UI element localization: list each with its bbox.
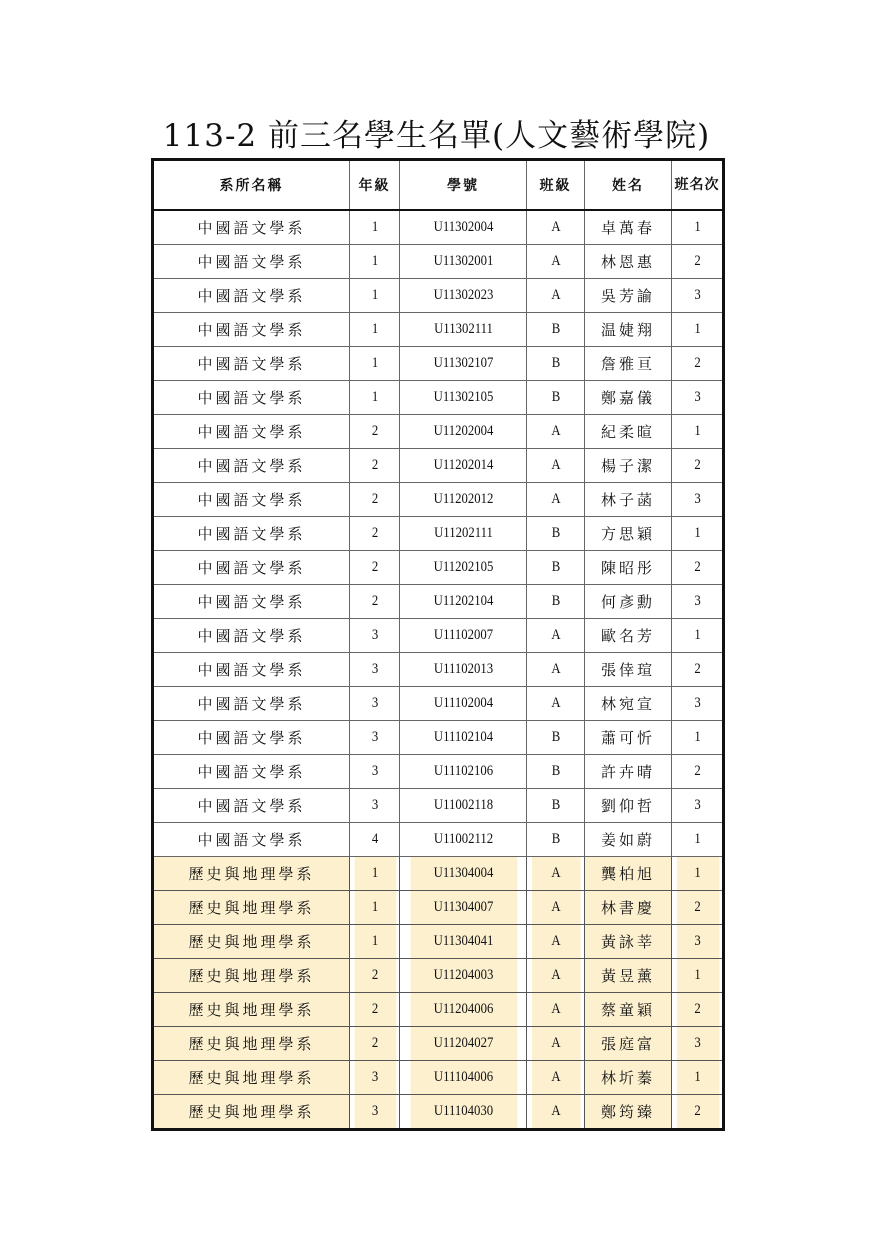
student-name-cell: 黃昱薰 [585,959,672,993]
table-row [153,789,724,823]
department-cell: 歷史與地理學系 [153,959,350,993]
student-name-cell: 林宛宣 [585,687,672,721]
class-cell: B [531,755,580,789]
student-id-cell: U11102007 [409,619,517,653]
grade-cell: 2 [353,1027,396,1061]
class-cell: A [531,857,580,891]
student-name-cell: 林書慶 [585,891,672,925]
student-name-cell: 鄭嘉儀 [585,381,672,415]
department-cell: 中國語文學系 [153,619,350,653]
department-cell: 歷史與地理學系 [153,1061,350,1095]
table-body [153,210,724,1130]
table-row [153,245,724,279]
class-rank-cell: 2 [675,891,719,925]
student-id-cell: U11204027 [409,1027,517,1061]
student-name-cell: 林恩惠 [585,245,672,279]
class-rank-cell: 1 [675,415,719,449]
class-cell: A [531,449,580,483]
student-name-cell: 歐名芳 [585,619,672,653]
table-row [153,1061,724,1095]
class-rank-cell: 2 [675,551,719,585]
grade-cell: 1 [353,245,396,279]
grade-cell: 2 [353,517,396,551]
table-row [153,551,724,585]
class-cell: A [531,959,580,993]
department-cell: 中國語文學系 [153,551,350,585]
class-cell: A [531,653,580,687]
student-name-cell: 方思穎 [585,517,672,551]
table-row [153,483,724,517]
class-cell: A [531,1061,580,1095]
class-cell: A [531,687,580,721]
table-row [153,313,724,347]
student-name-cell: 何彥勳 [585,585,672,619]
class-rank-cell: 1 [675,823,719,857]
header-student-id: 學號 [400,160,527,211]
class-rank-cell: 1 [675,959,719,993]
grade-cell: 1 [353,279,396,313]
student-name-cell: 張倖瑄 [585,653,672,687]
department-cell: 中國語文學系 [153,279,350,313]
student-id-cell: U11302107 [409,347,517,381]
department-cell: 歷史與地理學系 [153,1027,350,1061]
student-name-cell: 鄭筠臻 [585,1095,672,1130]
department-cell: 中國語文學系 [153,687,350,721]
class-cell: A [531,1095,580,1130]
student-name-cell: 劉仰哲 [585,789,672,823]
class-cell: A [531,279,580,313]
student-name-cell: 詹雅亘 [585,347,672,381]
student-id-cell: U11202105 [409,551,517,585]
department-cell: 中國語文學系 [153,415,350,449]
student-id-cell: U11304004 [409,857,517,891]
table-row [153,449,724,483]
table-row [153,857,724,891]
student-name-cell: 林子菡 [585,483,672,517]
student-name-cell: 林圻蓁 [585,1061,672,1095]
class-rank-cell: 3 [675,585,719,619]
student-id-cell: U11204006 [409,993,517,1027]
student-id-cell: U11302111 [409,313,517,347]
student-name-cell: 吳芳諭 [585,279,672,313]
table-row [153,517,724,551]
grade-cell: 1 [353,347,396,381]
class-cell: B [531,347,580,381]
class-rank-cell: 3 [675,279,719,313]
header-grade: 年級 [350,160,400,211]
grade-cell: 1 [353,857,396,891]
table-row [153,687,724,721]
student-name-cell: 紀柔暄 [585,415,672,449]
table-row [153,1027,724,1061]
class-rank-cell: 2 [675,347,719,381]
class-cell: A [531,891,580,925]
department-cell: 中國語文學系 [153,585,350,619]
grade-cell: 3 [353,653,396,687]
class-cell: B [531,789,580,823]
class-cell: A [531,993,580,1027]
student-id-cell: U11104030 [409,1095,517,1130]
class-cell: B [531,585,580,619]
class-rank-cell: 3 [675,381,719,415]
student-id-cell: U11204003 [409,959,517,993]
grade-cell: 1 [353,891,396,925]
student-id-cell: U11302023 [409,279,517,313]
department-cell: 中國語文學系 [153,721,350,755]
student-name-cell: 陳昭彤 [585,551,672,585]
student-name-cell: 卓萬春 [585,210,672,245]
table-row [153,415,724,449]
class-cell: A [531,925,580,959]
header-class: 班級 [527,160,585,211]
header-name: 姓名 [585,160,672,211]
department-cell: 中國語文學系 [153,755,350,789]
class-rank-cell: 2 [675,245,719,279]
table-row [153,721,724,755]
department-cell: 中國語文學系 [153,823,350,857]
class-rank-cell: 1 [675,210,719,245]
class-cell: B [531,313,580,347]
department-cell: 中國語文學系 [153,347,350,381]
class-cell: A [531,245,580,279]
table-row [153,1095,724,1130]
table-row [153,585,724,619]
student-id-cell: U11304041 [409,925,517,959]
student-id-cell: U11202111 [409,517,517,551]
student-id-cell: U11002118 [409,789,517,823]
student-name-cell: 温婕翔 [585,313,672,347]
class-rank-cell: 1 [675,857,719,891]
department-cell: 歷史與地理學系 [153,857,350,891]
department-cell: 歷史與地理學系 [153,993,350,1027]
class-cell: A [531,1027,580,1061]
class-rank-cell: 3 [675,925,719,959]
class-cell: A [531,483,580,517]
class-rank-cell: 1 [675,517,719,551]
class-cell: B [531,551,580,585]
student-id-cell: U11102004 [409,687,517,721]
class-rank-cell: 2 [675,653,719,687]
grade-cell: 3 [353,619,396,653]
table-row [153,347,724,381]
class-cell: B [531,517,580,551]
grade-cell: 2 [353,959,396,993]
table-row [153,653,724,687]
class-cell: A [531,415,580,449]
class-rank-cell: 2 [675,449,719,483]
student-id-cell: U11104006 [409,1061,517,1095]
grade-cell: 3 [353,755,396,789]
class-rank-cell: 2 [675,1095,719,1130]
class-rank-cell: 3 [675,1027,719,1061]
table-row [153,619,724,653]
header-class-rank: 班名次 [672,160,724,211]
grade-cell: 3 [353,687,396,721]
student-id-cell: U11102104 [409,721,517,755]
student-name-cell: 許卉晴 [585,755,672,789]
department-cell: 中國語文學系 [153,789,350,823]
table-row [153,823,724,857]
grade-cell: 2 [353,449,396,483]
class-rank-cell: 3 [675,483,719,517]
student-roster-table [151,158,725,1131]
class-rank-cell: 3 [675,789,719,823]
table-row [153,755,724,789]
student-id-cell: U11102013 [409,653,517,687]
table-row [153,381,724,415]
student-name-cell: 黃詠莘 [585,925,672,959]
student-name-cell: 姜如蔚 [585,823,672,857]
table-row [153,279,724,313]
student-id-cell: U11302001 [409,245,517,279]
student-id-cell: U11304007 [409,891,517,925]
grade-cell: 1 [353,925,396,959]
department-cell: 中國語文學系 [153,313,350,347]
class-rank-cell: 3 [675,687,719,721]
student-name-cell: 楊子潔 [585,449,672,483]
table-row [153,925,724,959]
grade-cell: 2 [353,483,396,517]
table-header-row [153,160,724,211]
grade-cell: 1 [353,313,396,347]
department-cell: 中國語文學系 [153,381,350,415]
grade-cell: 3 [353,789,396,823]
table-row [153,210,724,245]
page-title: 113-2 前三名學生名單(人文藝術學院) [162,118,711,154]
grade-cell: 4 [353,823,396,857]
table-row [153,891,724,925]
department-cell: 歷史與地理學系 [153,891,350,925]
class-cell: A [531,210,580,245]
student-id-cell: U11202004 [409,415,517,449]
department-cell: 中國語文學系 [153,483,350,517]
grade-cell: 2 [353,551,396,585]
class-rank-cell: 1 [675,721,719,755]
grade-cell: 2 [353,993,396,1027]
grade-cell: 3 [353,721,396,755]
class-cell: B [531,823,580,857]
student-id-cell: U11302105 [409,381,517,415]
grade-cell: 1 [353,381,396,415]
department-cell: 中國語文學系 [153,245,350,279]
department-cell: 歷史與地理學系 [153,925,350,959]
class-rank-cell: 1 [675,619,719,653]
grade-cell: 2 [353,585,396,619]
class-cell: B [531,381,580,415]
student-id-cell: U11102106 [409,755,517,789]
department-cell: 中國語文學系 [153,449,350,483]
department-cell: 中國語文學系 [153,517,350,551]
department-cell: 中國語文學系 [153,653,350,687]
header-department: 系所名稱 [153,160,350,211]
student-name-cell: 蔡童穎 [585,993,672,1027]
grade-cell: 3 [353,1095,396,1130]
student-id-cell: U11202012 [409,483,517,517]
student-id-cell: U11302004 [409,210,517,245]
grade-cell: 2 [353,415,396,449]
class-rank-cell: 2 [675,755,719,789]
department-cell: 歷史與地理學系 [153,1095,350,1130]
table-row [153,959,724,993]
class-rank-cell: 1 [675,313,719,347]
class-cell: B [531,721,580,755]
student-name-cell: 龔柏旭 [585,857,672,891]
class-rank-cell: 2 [675,993,719,1027]
department-cell: 中國語文學系 [153,210,350,245]
class-cell: A [531,619,580,653]
student-name-cell: 張庭富 [585,1027,672,1061]
table-row [153,993,724,1027]
grade-cell: 1 [353,210,396,245]
grade-cell: 3 [353,1061,396,1095]
student-id-cell: U11202104 [409,585,517,619]
student-id-cell: U11202014 [409,449,517,483]
student-name-cell: 蕭可忻 [585,721,672,755]
student-id-cell: U11002112 [409,823,517,857]
class-rank-cell: 1 [675,1061,719,1095]
